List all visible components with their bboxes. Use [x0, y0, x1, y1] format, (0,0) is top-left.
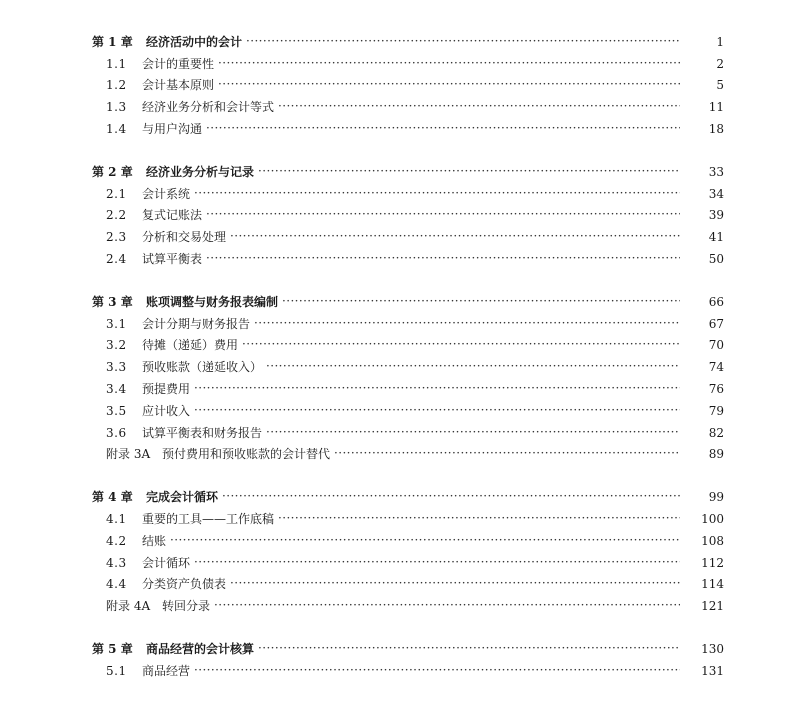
- page-number: 130: [701, 642, 724, 657]
- appendix-number: 附录 4A: [106, 599, 151, 614]
- chapter-number: 第 2 章: [92, 164, 133, 179]
- page-number: 2: [716, 56, 724, 71]
- dot-leader: [266, 360, 680, 374]
- toc-entry-row[interactable]: [0, 356, 790, 378]
- section-title: 预提费用: [142, 382, 191, 397]
- page-number: 34: [708, 186, 724, 201]
- section-title: 会计的重要性: [142, 56, 215, 71]
- section-number: 2.4: [106, 252, 127, 267]
- section-title: 商品经营: [142, 663, 191, 678]
- page-number: 50: [708, 252, 724, 267]
- toc-entry-row[interactable]: [0, 378, 790, 400]
- chapter-title: 完成会计循环: [146, 490, 219, 505]
- page-number: 100: [701, 512, 724, 527]
- chapter-1: [0, 31, 790, 140]
- section-title: 会计基本原则: [142, 78, 215, 93]
- section-number: 4.3: [106, 555, 127, 570]
- dot-leader: [230, 577, 680, 591]
- dot-leader: [194, 187, 680, 201]
- toc-entry-row[interactable]: [0, 96, 790, 118]
- section-number: 1.4: [106, 122, 127, 137]
- section-number: 4.2: [106, 533, 127, 548]
- section-number: 3.4: [106, 382, 127, 397]
- page-number: 121: [701, 599, 724, 614]
- section-number: 2.2: [106, 208, 127, 223]
- dot-leader: [194, 664, 680, 678]
- chapter-heading-row[interactable]: [0, 291, 790, 313]
- section-number: 2.3: [106, 230, 127, 245]
- toc-entry-row[interactable]: [0, 75, 790, 97]
- toc-entry-row[interactable]: [0, 313, 790, 335]
- toc-entry-row[interactable]: [0, 508, 790, 530]
- chapter-title: 商品经营的会计核算: [146, 642, 255, 657]
- section-title: 分析和交易处理: [142, 230, 227, 245]
- dot-leader: [214, 599, 680, 613]
- chapter-number: 第 3 章: [92, 294, 133, 309]
- page-number: 114: [701, 577, 724, 592]
- page-number: 112: [701, 555, 724, 570]
- dot-leader: [170, 534, 680, 548]
- dot-leader: [194, 382, 680, 396]
- chapter-heading-row[interactable]: [0, 31, 790, 53]
- dot-leader: [258, 642, 680, 656]
- toc-entry-row[interactable]: [0, 574, 790, 596]
- chapter-number: 第 1 章: [92, 34, 133, 49]
- section-number: 3.1: [106, 316, 127, 331]
- toc-appendix-row[interactable]: [0, 444, 790, 466]
- dot-leader: [206, 252, 680, 266]
- page-number: 76: [708, 382, 724, 397]
- toc-entry-row[interactable]: [0, 226, 790, 248]
- page-number: 5: [716, 78, 724, 93]
- dot-leader: [242, 338, 680, 352]
- page-number: 131: [701, 663, 724, 678]
- section-title: 会计系统: [142, 186, 191, 201]
- chapter-heading-row[interactable]: [0, 638, 790, 660]
- page-number: 99: [708, 490, 724, 505]
- section-number: 5.1: [106, 663, 127, 678]
- toc-entry-row[interactable]: [0, 660, 790, 682]
- section-number: 4.4: [106, 577, 127, 592]
- page-number: 67: [708, 316, 724, 331]
- section-number: 3.5: [106, 403, 127, 418]
- dot-leader: [258, 165, 680, 179]
- page-number: 39: [708, 208, 724, 223]
- chapter-number: 第 5 章: [92, 642, 133, 657]
- section-title: 结账: [142, 533, 167, 548]
- section-title: 预收账款（递延收入）: [142, 360, 263, 375]
- page-number: 66: [708, 294, 724, 309]
- section-number: 4.1: [106, 512, 127, 527]
- section-title: 试算平衡表: [142, 252, 203, 267]
- dot-leader: [282, 295, 680, 309]
- page-number: 1: [716, 34, 724, 49]
- section-title: 与用户沟通: [142, 122, 203, 137]
- page-number: 18: [708, 122, 724, 137]
- toc-entry-row[interactable]: [0, 183, 790, 205]
- dot-leader: [222, 490, 680, 504]
- section-title: 待摊（递延）费用: [142, 338, 239, 353]
- chapter-3: [0, 291, 790, 465]
- toc-entry-row[interactable]: [0, 552, 790, 574]
- dot-leader: [218, 57, 680, 71]
- chapter-2: [0, 161, 790, 270]
- toc-entry-row[interactable]: [0, 118, 790, 140]
- dot-leader: [266, 426, 680, 440]
- toc-entry-row[interactable]: [0, 205, 790, 227]
- chapter-5: [0, 638, 790, 682]
- page-number: 74: [708, 360, 724, 375]
- page-number: 108: [701, 533, 724, 548]
- dot-leader: [218, 78, 680, 92]
- page-number: 79: [708, 403, 724, 418]
- chapter-number: 第 4 章: [92, 490, 133, 505]
- page-number: 33: [708, 164, 724, 179]
- section-number: 1.2: [106, 78, 127, 93]
- dot-leader: [334, 447, 680, 461]
- section-number: 3.6: [106, 425, 127, 440]
- page-number: 11: [708, 100, 724, 115]
- dot-leader: [194, 556, 680, 570]
- dot-leader: [206, 122, 680, 136]
- section-title: 会计分期与财务报告: [142, 316, 251, 331]
- chapter-title: 经济活动中的会计: [146, 34, 243, 49]
- toc-entry-row[interactable]: [0, 422, 790, 444]
- section-title: 会计循环: [142, 555, 191, 570]
- page-number: 89: [708, 447, 724, 462]
- dot-leader: [194, 404, 680, 418]
- section-number: 2.1: [106, 186, 127, 201]
- section-title: 重要的工具——工作底稿: [142, 512, 275, 527]
- page-number: 82: [708, 425, 724, 440]
- toc-entry-row[interactable]: [0, 400, 790, 422]
- chapter-title: 经济业务分析与记录: [146, 164, 255, 179]
- toc-entry-row[interactable]: [0, 335, 790, 357]
- section-number: 3.2: [106, 338, 127, 353]
- section-title: 应计收入: [142, 403, 191, 418]
- toc-entry-row[interactable]: [0, 248, 790, 270]
- chapter-title: 账项调整与财务报表编制: [146, 294, 279, 309]
- section-number: 3.3: [106, 360, 127, 375]
- dot-leader: [278, 512, 680, 526]
- toc-appendix-row[interactable]: [0, 595, 790, 617]
- section-title: 经济业务分析和会计等式: [142, 100, 275, 115]
- table-of-contents: [0, 31, 790, 682]
- dot-leader: [246, 35, 680, 49]
- section-title: 试算平衡表和财务报告: [142, 425, 263, 440]
- toc-entry-row[interactable]: [0, 530, 790, 552]
- chapter-heading-row[interactable]: [0, 161, 790, 183]
- dot-leader: [206, 208, 680, 222]
- section-title: 复式记账法: [142, 208, 203, 223]
- dot-leader: [254, 317, 680, 331]
- dot-leader: [278, 100, 680, 114]
- section-title: 分类资产负债表: [142, 577, 227, 592]
- chapter-4: [0, 486, 790, 617]
- appendix-title: 转回分录: [162, 599, 211, 614]
- appendix-title: 预付费用和预收账款的会计替代: [162, 447, 331, 462]
- section-number: 1.3: [106, 100, 127, 115]
- page-number: 70: [708, 338, 724, 353]
- toc-entry-row[interactable]: [0, 53, 790, 75]
- section-number: 1.1: [106, 56, 127, 71]
- page-number: 41: [708, 230, 724, 245]
- chapter-heading-row[interactable]: [0, 486, 790, 508]
- dot-leader: [230, 230, 680, 244]
- appendix-number: 附录 3A: [106, 447, 151, 462]
